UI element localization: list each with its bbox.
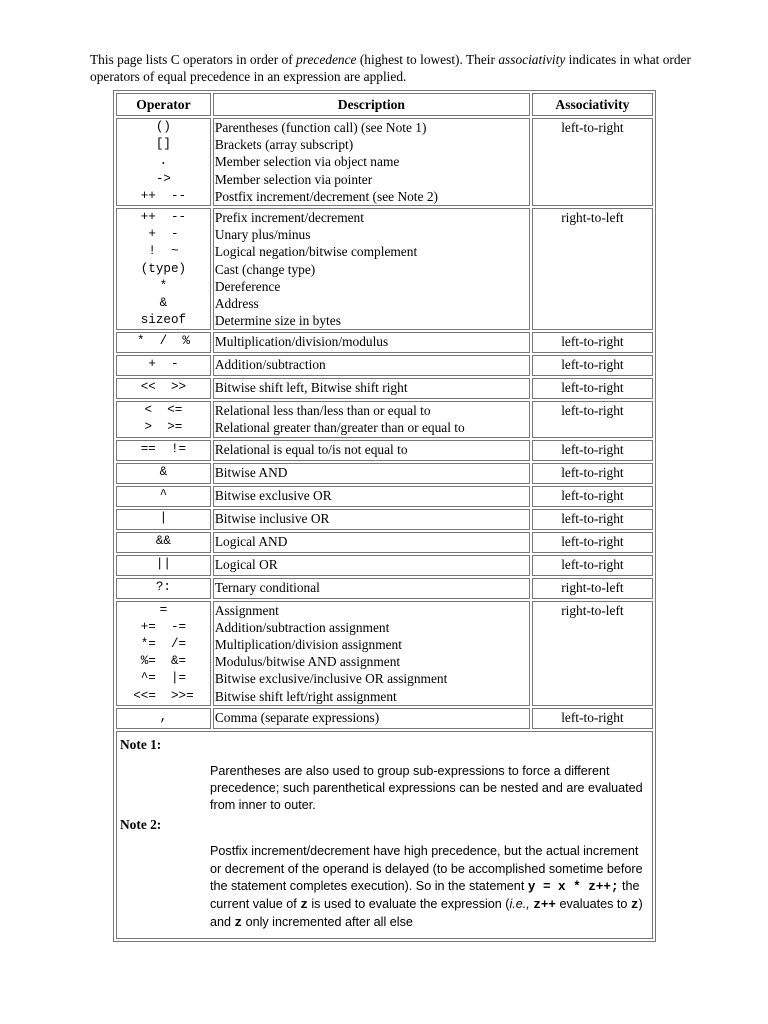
operator-group-row (116, 355, 653, 376)
associativity-cell (532, 378, 653, 399)
operator-symbol: , (159, 709, 168, 724)
table-body (116, 118, 653, 729)
operator-symbol: ^= |= (140, 671, 187, 686)
description-line: Prefix increment/decrement (214, 209, 364, 225)
description-line: Relational is equal to/is not equal to (214, 441, 408, 457)
operator-symbol: ! ~ (148, 244, 179, 259)
operator-symbol: & (159, 295, 168, 310)
operator-cell (116, 578, 211, 599)
description-line: Determine size in bytes (214, 313, 341, 329)
description-cell (213, 509, 530, 530)
associativity-value: left-to-right (561, 380, 624, 396)
operator-symbol: [] (155, 137, 171, 152)
description-line: Comma (separate expressions) (214, 709, 380, 725)
associativity-cell (532, 555, 653, 576)
description-line: Logical AND (214, 533, 288, 549)
description-line: Multiplication/division assignment (214, 637, 402, 652)
description-line: Postfix increment/decrement (see Note 2) (214, 188, 438, 204)
associativity-value: left-to-right (561, 533, 624, 549)
description-cell (213, 208, 530, 330)
description-cell (213, 601, 530, 706)
description-cell (213, 378, 530, 399)
associativity-value: right-to-left (561, 579, 624, 595)
associativity-value: left-to-right (561, 441, 624, 457)
description-line: Brackets (array subscript) (214, 137, 354, 153)
note2-text-c: is used to evaluate the expression ( (307, 896, 510, 911)
note1-text: Parentheses are also used to group sub-expressions to force a different precedence; such parenthetical expressions can be nested and are evaluated from inner to outer. (210, 763, 643, 813)
description-line: Ternary conditional (214, 579, 320, 595)
operator-group-row (116, 555, 653, 576)
operator-symbol: . (159, 154, 168, 169)
intro-text-3: indicates in what order operators of equal precedence in an expression are applied. (90, 52, 691, 84)
associativity-value: left-to-right (561, 403, 624, 419)
associativity-value: left-to-right (561, 334, 624, 350)
associativity-cell (532, 486, 653, 507)
operator-cell (116, 332, 211, 353)
operator-symbol: <<= >>= (133, 688, 194, 703)
associativity-cell (532, 118, 653, 206)
intro-text-2: (highest to lowest). Their (356, 52, 499, 67)
description-line: Logical negation/bitwise complement (214, 244, 418, 260)
description-cell (213, 578, 530, 599)
description-line: Addition/subtraction (214, 357, 326, 373)
operator-symbol: & (159, 464, 168, 479)
operator-symbol: sizeof (140, 313, 187, 328)
description-cell (213, 486, 530, 507)
operator-group-row (116, 440, 653, 461)
operator-group-row (116, 378, 653, 399)
description-line: Unary plus/minus (214, 227, 311, 243)
description-cell (213, 532, 530, 553)
operator-group-row (116, 509, 653, 530)
description-cell (213, 118, 530, 206)
associativity-cell (532, 355, 653, 376)
description-line: Assignment (214, 602, 279, 618)
note2-code-statement: y = x * z++; (527, 879, 619, 894)
associativity-value: right-to-left (561, 602, 624, 618)
description-line: Bitwise inclusive OR (214, 510, 330, 526)
description-line: Bitwise exclusive OR (214, 487, 332, 503)
note2-code-z1: z (300, 897, 308, 912)
associativity-value: left-to-right (561, 709, 624, 725)
associativity-value: left-to-right (561, 556, 624, 572)
operator-symbol: -> (155, 171, 171, 186)
operator-symbol: > >= (144, 420, 183, 435)
description-line: Address (214, 295, 259, 311)
notes-cell (116, 731, 653, 940)
operator-symbol: ++ -- (140, 209, 187, 224)
description-line: Member selection via object name (214, 154, 400, 170)
associativity-value: left-to-right (561, 120, 624, 135)
operator-symbol: *= /= (140, 637, 187, 651)
description-cell (213, 355, 530, 376)
operator-cell (116, 708, 211, 729)
intro-text-1: This page lists C operators in order of (90, 52, 297, 67)
description-line: Bitwise shift left, Bitwise shift right (214, 380, 408, 396)
operator-symbol: << >> (140, 380, 187, 395)
associativity-cell (532, 509, 653, 530)
associativity-cell (532, 440, 653, 461)
operator-cell (116, 440, 211, 461)
note2-text-b: the current value of (210, 878, 640, 911)
associativity-value: left-to-right (561, 487, 624, 503)
operator-group-row (116, 578, 653, 599)
note2-code-zpp: z++ (533, 897, 556, 912)
description-line: Bitwise exclusive/inclusive OR assignment (214, 671, 448, 687)
description-line: Logical OR (214, 556, 278, 572)
description-cell (213, 463, 530, 484)
operator-group-row (116, 708, 653, 729)
description-line: Parentheses (function call) (see Note 1) (214, 120, 427, 135)
header-description: Description (213, 93, 530, 116)
intro-paragraph (90, 51, 710, 85)
associativity-cell (532, 578, 653, 599)
operator-group-row (116, 118, 653, 206)
note2-title: Note 2: (120, 817, 162, 833)
description-line: Member selection via pointer (214, 171, 373, 187)
operator-symbol: * (159, 278, 168, 293)
operator-symbol: () (155, 120, 171, 134)
operator-cell (116, 601, 211, 706)
description-cell (213, 332, 530, 353)
operator-cell (116, 401, 211, 437)
operator-cell (116, 486, 211, 507)
operator-symbol: | (159, 510, 168, 525)
associativity-cell (532, 332, 653, 353)
operator-cell (116, 463, 211, 484)
operator-symbol: ++ -- (140, 188, 187, 203)
associativity-cell (532, 208, 653, 330)
operator-symbol: == != (140, 441, 187, 456)
associativity-cell (532, 401, 653, 437)
operator-group-row (116, 463, 653, 484)
associativity-cell (532, 463, 653, 484)
header-associativity: Associativity (532, 93, 653, 116)
description-line: Multiplication/division/modulus (214, 334, 389, 350)
description-cell (213, 401, 530, 437)
operator-symbol: && (155, 533, 171, 548)
description-line: Cast (change type) (214, 261, 316, 277)
associativity-cell (532, 532, 653, 553)
associativity-value: left-to-right (561, 464, 624, 480)
associativity-value: left-to-right (561, 357, 624, 373)
operator-cell (116, 378, 211, 399)
note2-text-g: only incremented after all else (242, 915, 413, 930)
operator-group-row (116, 208, 653, 330)
note2-code-z3: z (234, 916, 243, 931)
operator-group-row (116, 601, 653, 706)
note2-text-f: ) and (210, 896, 643, 930)
operator-symbol: < <= (144, 403, 183, 418)
note2-text-a: Postfix increment/decrement have high precedence, but the actual increment or decrement of the operand is delayed (to be accomplished sometime before the statement completes execution). So in the statement (210, 844, 643, 893)
associativity-value: right-to-left (561, 209, 624, 225)
operator-group-row (116, 532, 653, 553)
intro-precedence: precedence (296, 52, 357, 67)
operator-cell (116, 509, 211, 530)
intro-associativity: associativity (498, 52, 566, 67)
operator-symbol: * / % (136, 334, 190, 349)
operator-symbol: ^ (159, 487, 168, 502)
operator-group-row (116, 332, 653, 353)
associativity-value: left-to-right (561, 510, 624, 526)
associativity-cell (532, 708, 653, 729)
operator-symbol: %= &= (140, 654, 187, 669)
description-cell (213, 708, 530, 729)
note2-ie: i.e., (509, 896, 530, 911)
note2-text (210, 843, 649, 932)
description-line: Addition/subtraction assignment (214, 619, 390, 635)
note1-title: Note 1: (120, 736, 162, 752)
description-cell (213, 555, 530, 576)
operator-cell (116, 532, 211, 553)
header-row (116, 93, 653, 116)
operator-symbol: (type) (140, 261, 187, 276)
operator-cell (116, 555, 211, 576)
operator-group-row (116, 401, 653, 437)
operator-cell (116, 355, 211, 376)
description-line: Bitwise shift left/right assignment (214, 688, 397, 704)
description-line: Bitwise AND (214, 464, 288, 480)
operator-cell (116, 118, 211, 206)
operator-symbol: ?: (155, 579, 171, 594)
operator-precedence-table (113, 90, 656, 942)
operator-symbol: = (159, 602, 168, 617)
note2-text-e: evaluates to (556, 896, 631, 911)
operator-symbol: + - (148, 227, 179, 242)
operator-symbol: || (155, 556, 171, 571)
operator-symbol: + - (148, 357, 179, 372)
associativity-cell (532, 601, 653, 706)
description-line: Relational less than/less than or equal to (214, 403, 431, 419)
operator-cell (116, 208, 211, 330)
operator-symbol: += -= (140, 619, 187, 634)
note2-code-z2: z (630, 897, 639, 912)
operator-group-row (116, 486, 653, 507)
description-cell (213, 440, 530, 461)
description-line: Relational greater than/greater than or equal to (214, 420, 465, 436)
notes-row (116, 731, 653, 940)
description-line: Modulus/bitwise AND assignment (214, 654, 401, 670)
description-line: Dereference (214, 278, 281, 294)
header-operator: Operator (116, 93, 211, 116)
